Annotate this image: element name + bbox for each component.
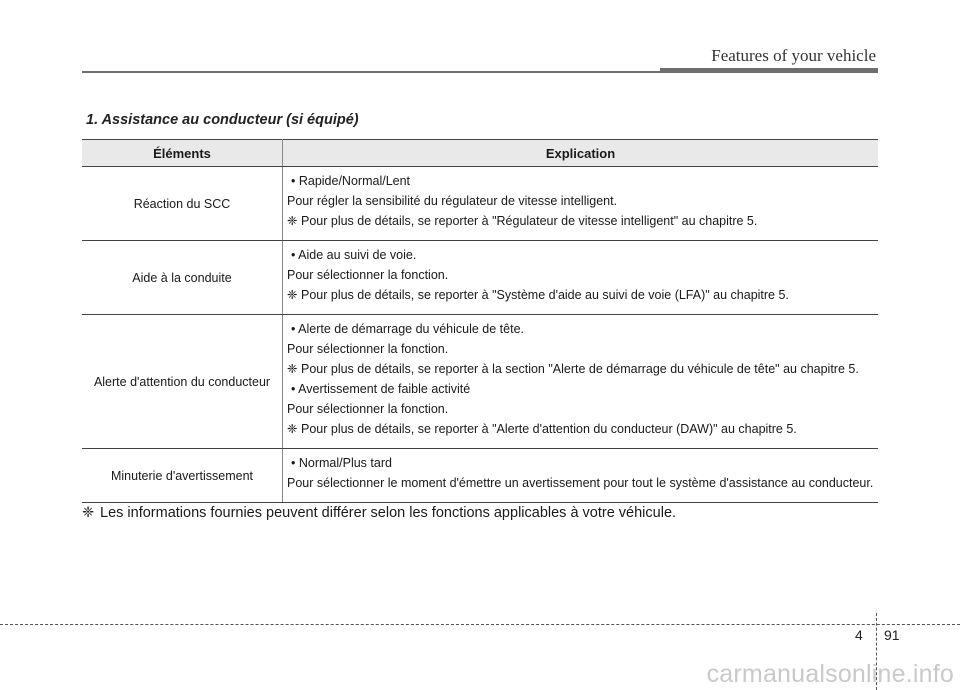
description-text: Pour sélectionner la fonction. <box>287 342 449 356</box>
option-bullet: • Avertissement de faible activité <box>291 382 471 396</box>
feature-table <box>82 139 878 503</box>
table-row <box>82 241 878 315</box>
explication-cell <box>283 315 879 449</box>
element-cell: Aide à la conduite <box>82 241 283 315</box>
table-row <box>82 449 878 503</box>
reference-note <box>287 422 878 437</box>
option-bullet: • Rapide/Normal/Lent <box>291 174 411 188</box>
description-text: Pour régler la sensibilité du régulateur de vitesse intelligent. <box>287 194 618 208</box>
section-title: 1. Assistance au conducteur (si équipé) <box>86 112 359 128</box>
element-cell: Réaction du SCC <box>82 167 283 241</box>
note-mark: ❈ <box>287 362 298 376</box>
note-mark: ❈ <box>287 214 298 228</box>
description-text: Pour sélectionner la fonction. <box>287 402 449 416</box>
page-number: 91 <box>884 627 900 643</box>
option-bullet: • Aide au suivi de voie. <box>291 248 417 262</box>
header-rule-accent <box>660 68 878 73</box>
column-header-explication: Explication <box>283 140 879 167</box>
table-row <box>82 167 878 241</box>
explication-cell <box>283 449 879 503</box>
note-mark: ❈ <box>287 288 298 302</box>
chapter-number: 4 <box>855 627 863 643</box>
description-text: Pour sélectionner la fonction. <box>287 268 449 282</box>
reference-note <box>287 288 878 303</box>
table-body <box>82 167 878 503</box>
note-text: Pour plus de détails, se reporter à la section "Alerte de démarrage du véhicule de tête" au chapitre 5. <box>301 362 859 376</box>
watermark: carmanualsonline.info <box>706 660 954 688</box>
reference-note <box>287 214 878 229</box>
footnote-text: Les informations fournies peuvent différer selon les fonctions applicables à votre véhicule. <box>100 505 677 521</box>
footer-dashed-rule <box>0 624 960 625</box>
header-title: Features of your vehicle <box>711 46 876 65</box>
footnote <box>82 505 676 521</box>
option-bullet: • Alerte de démarrage du véhicule de tête. <box>291 322 524 336</box>
note-text: Pour plus de détails, se reporter à "Système d'aide au suivi de voie (LFA)" au chapitre 5. <box>301 288 789 302</box>
column-header-elements: Éléments <box>82 140 283 167</box>
note-mark: ❈ <box>287 422 298 436</box>
footnote-mark: ❈ <box>82 505 95 521</box>
option-bullet: • Normal/Plus tard <box>291 456 392 470</box>
table-row <box>82 315 878 449</box>
element-cell: Alerte d'attention du conducteur <box>82 315 283 449</box>
explication-cell <box>283 167 879 241</box>
explication-cell <box>283 241 879 315</box>
element-cell: Minuterie d'avertissement <box>82 449 283 503</box>
reference-note <box>287 362 878 377</box>
note-text: Pour plus de détails, se reporter à "Alerte d'attention du conducteur (DAW)" au chapitre 5. <box>301 422 797 436</box>
description-text: Pour sélectionner le moment d'émettre un avertissement pour tout le système d'assistance au conducteur. <box>287 476 874 490</box>
note-text: Pour plus de détails, se reporter à "Régulateur de vitesse intelligent" au chapitre 5. <box>301 214 758 228</box>
table-header-row <box>82 140 878 167</box>
